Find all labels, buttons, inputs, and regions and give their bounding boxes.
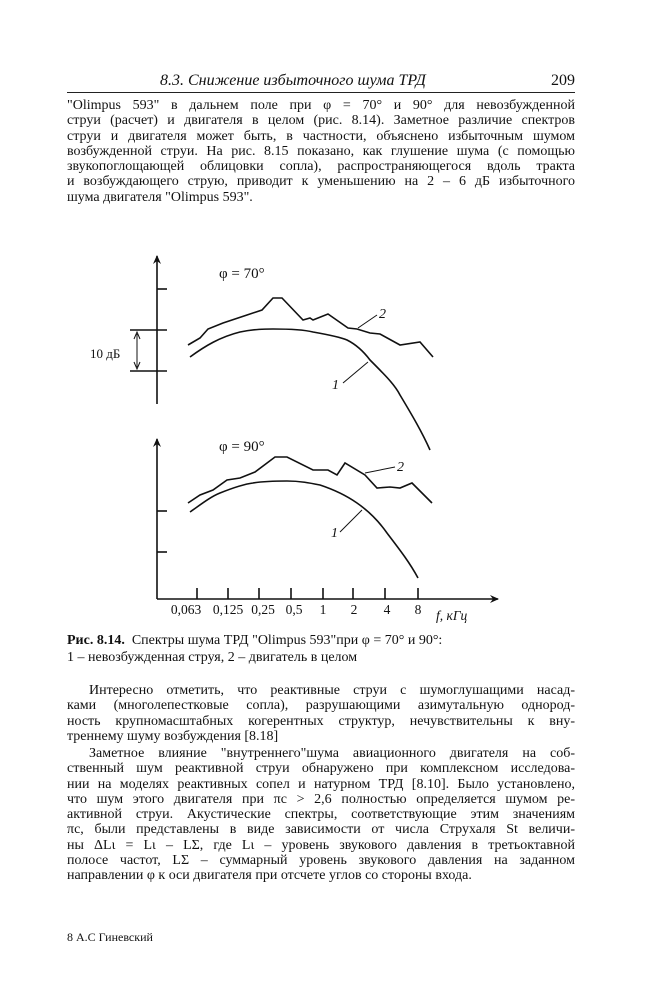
x-tick-label: 2 — [350, 602, 358, 617]
x-tick-label: 1 — [319, 602, 327, 617]
text-line: звукопоглощающей облицовки сопла), распространяющегося вдоль тракта — [67, 159, 575, 175]
curve-2-phi70 — [188, 298, 433, 357]
text-line: струи (расчет) и двигателя в целом (рис. 8.14). Заметное различие спектров — [67, 113, 575, 129]
figure-caption — [67, 632, 442, 666]
text-line: ны ΔLι = Lι – LΣ, где Lι – уровень звукового давления в третьоктавной — [67, 837, 575, 853]
text-line: "Olimpus 593" в дальнем поле при φ = 70° и 90° для невозбужденной — [67, 98, 575, 113]
page-number: 209 — [551, 72, 575, 89]
x-tick-label: 0,125 — [212, 602, 244, 617]
text-line: ность крупномасштабных когерентных структур, нечувствительны к вну- — [67, 713, 575, 729]
x-unit-label: f, кГц — [436, 608, 468, 623]
phi-70-label: φ = 70° — [219, 266, 265, 282]
leader-2-phi70 — [358, 315, 377, 328]
text-line: Заметное влияние "внутреннего"шума авиационного двигателя на соб- — [89, 746, 575, 761]
caption-line-1: Спектры шума ТРД "Olimpus 593"при φ = 70° и 90°: — [131, 633, 443, 648]
x-tick-label: 0,25 — [251, 602, 275, 617]
curve-1-phi70 — [190, 329, 430, 450]
phi-90-label: φ = 90° — [219, 439, 265, 455]
section-title: 8.3. Снижение избыточного шума ТРД — [160, 72, 426, 89]
text-line: πc, были представлены в виде зависимости от числа Струхаля St величи- — [67, 822, 575, 838]
leader-1-phi70 — [343, 362, 368, 383]
x-ticks — [197, 588, 418, 599]
curve-2-phi90 — [188, 457, 432, 503]
text-line: активной струи. Акустические спектры, соответствующие этим значениям — [67, 807, 575, 823]
text-line: направлении φ к оси двигателя при отсчете углов со стороны входа. — [67, 868, 472, 884]
x-tick-label: 0,063 — [170, 602, 202, 617]
text-line: что шум этого двигателя при πc > 2,6 полностью определяется шумом ре- — [67, 791, 575, 807]
paragraph-3 — [67, 746, 575, 884]
paragraph-2 — [67, 683, 575, 744]
text-line: и возбуждающего струю, приводит к уменьшению на 2 – 6 дБ избыточного — [67, 174, 575, 190]
x-tick-label: 4 — [383, 602, 391, 617]
text-line: струи и двигателя может быть, в частности, объяснено избыточным шумом — [67, 128, 575, 144]
leader-2-phi90 — [365, 467, 395, 473]
text-line: нии на моделях реактивных сопел и натурном ТРД [8.10]. Было установлено, — [67, 776, 575, 792]
x-tick-label: 8 — [414, 602, 422, 617]
curve-2-label: 2 — [379, 307, 386, 322]
text-line: возбужденной струи. На рис. 8.15 показано, как глушение шума (с помощью — [67, 143, 575, 159]
curve-1-label: 1 — [331, 526, 338, 541]
text-line: треннему шуму возбуждения [8.18] — [67, 728, 279, 744]
page-footer: 8 А.С Гиневский — [67, 930, 153, 944]
text-line: Интересно отметить, что реактивные струи с шумоглушащими насад- — [89, 683, 575, 698]
scale-label: 10 дБ — [90, 346, 121, 361]
curve-2-label: 2 — [397, 460, 404, 475]
curve-1-label: 1 — [332, 378, 339, 393]
text-line: ственный шум реактивной струи обнаружено при комплексном исследова- — [67, 761, 575, 777]
caption-line-2: 1 – невозбужденная струя, 2 – двигатель в целом — [67, 650, 358, 665]
x-tick-label: 0,5 — [285, 602, 303, 617]
text-line: ками (многолепестковые сопла), разрушающими азимутальную однород- — [67, 698, 575, 714]
text-line: шума двигателя "Olimpus 593". — [67, 189, 253, 205]
curve-1-phi90 — [190, 481, 418, 578]
caption-number: Рис. 8.14. — [67, 633, 125, 648]
text-line: полосе частот, LΣ – суммарный уровень звукового давления на заданном — [67, 853, 575, 869]
leader-1-phi90 — [340, 510, 362, 532]
